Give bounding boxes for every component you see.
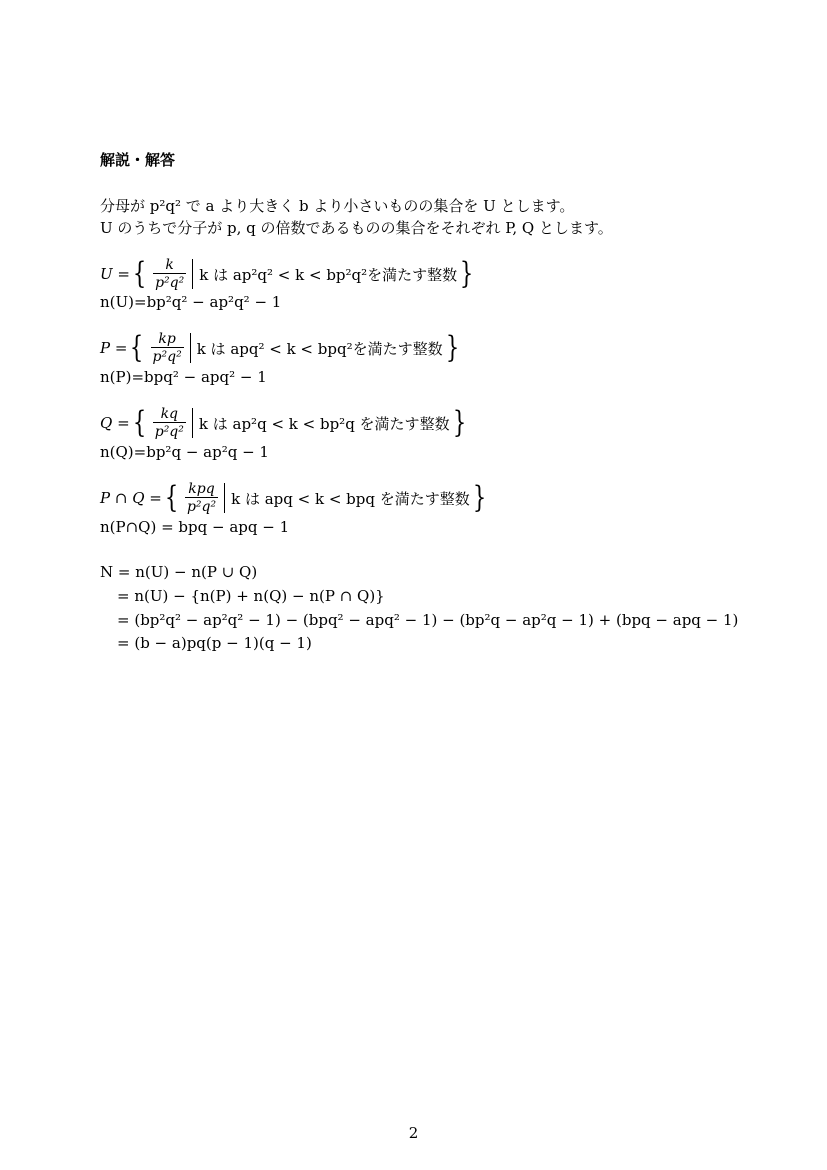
intro-line-2: U のうちで分子が p, q の倍数であるものの集合をそれぞれ P, Q とします。: [100, 219, 613, 237]
set-p-definition: [100, 326, 462, 370]
set-q-count: n(Q)=bp²q − ap²q − 1: [100, 443, 269, 461]
set-condition: k は ap²q² < k < bp²q²を満たす整数: [199, 265, 458, 284]
set-pq-definition: [100, 476, 489, 520]
set-fraction: [153, 406, 186, 440]
fraction-denominator: p²q²: [154, 424, 184, 440]
close-brace: }: [472, 480, 486, 515]
fraction-numerator: kq: [160, 406, 179, 422]
derivation-line-4: = (b − a)pq(p − 1)(q − 1): [117, 634, 312, 652]
fraction-denominator: p²q²: [155, 275, 185, 291]
set-pq-count: n(P∩Q) = bpq − apq − 1: [100, 518, 290, 536]
set-separator: [192, 408, 193, 438]
open-brace: {: [132, 405, 146, 440]
open-brace: {: [132, 256, 147, 291]
set-fraction: [151, 331, 184, 365]
set-u-count: n(U)=bp²q² − ap²q² − 1: [100, 293, 282, 311]
open-brace: {: [164, 480, 179, 515]
open-brace: {: [130, 330, 144, 365]
section-heading: 解説・解答: [100, 151, 176, 169]
set-lhs: P =: [100, 339, 128, 357]
close-brace: }: [452, 405, 466, 440]
fraction-numerator: kpq: [188, 481, 215, 497]
derivation-line-1: N = n(U) − n(P ∪ Q): [100, 563, 258, 581]
set-condition: k は apq² < k < bpq²を満たす整数: [196, 339, 443, 358]
set-q-definition: [100, 401, 469, 445]
fraction-numerator: kp: [158, 331, 176, 347]
derivation-line-2: = n(U) − {n(P) + n(Q) − n(P ∩ Q)}: [117, 587, 385, 605]
close-brace: }: [445, 330, 459, 365]
set-lhs: P ∩ Q =: [100, 489, 162, 507]
set-lhs: Q =: [100, 414, 130, 432]
set-fraction: [185, 481, 218, 515]
set-condition: k は apq < k < bpq を満たす整数: [231, 489, 470, 508]
set-separator: [190, 333, 191, 363]
intro-line-1: 分母が p²q² で a より大きく b より小さいものの集合を U とします。: [100, 197, 575, 215]
set-lhs: U =: [100, 265, 130, 283]
fraction-numerator: k: [165, 257, 174, 273]
set-separator: [192, 259, 193, 289]
set-separator: [224, 483, 225, 513]
close-brace: }: [460, 256, 474, 291]
derivation-line-3: = (bp²q² − ap²q² − 1) − (bpq² − apq² − 1) − (bp²q − ap²q − 1) + (bpq − apq − 1): [117, 611, 739, 629]
set-u-definition: [100, 252, 476, 296]
fraction-denominator: p²q²: [186, 499, 217, 515]
set-condition: k は ap²q < k < bp²q を満たす整数: [198, 414, 450, 433]
set-p-count: n(P)=bpq² − apq² − 1: [100, 368, 267, 386]
fraction-denominator: p²q²: [152, 349, 182, 365]
set-fraction: [153, 257, 186, 291]
page-number: 2: [408, 1124, 419, 1142]
